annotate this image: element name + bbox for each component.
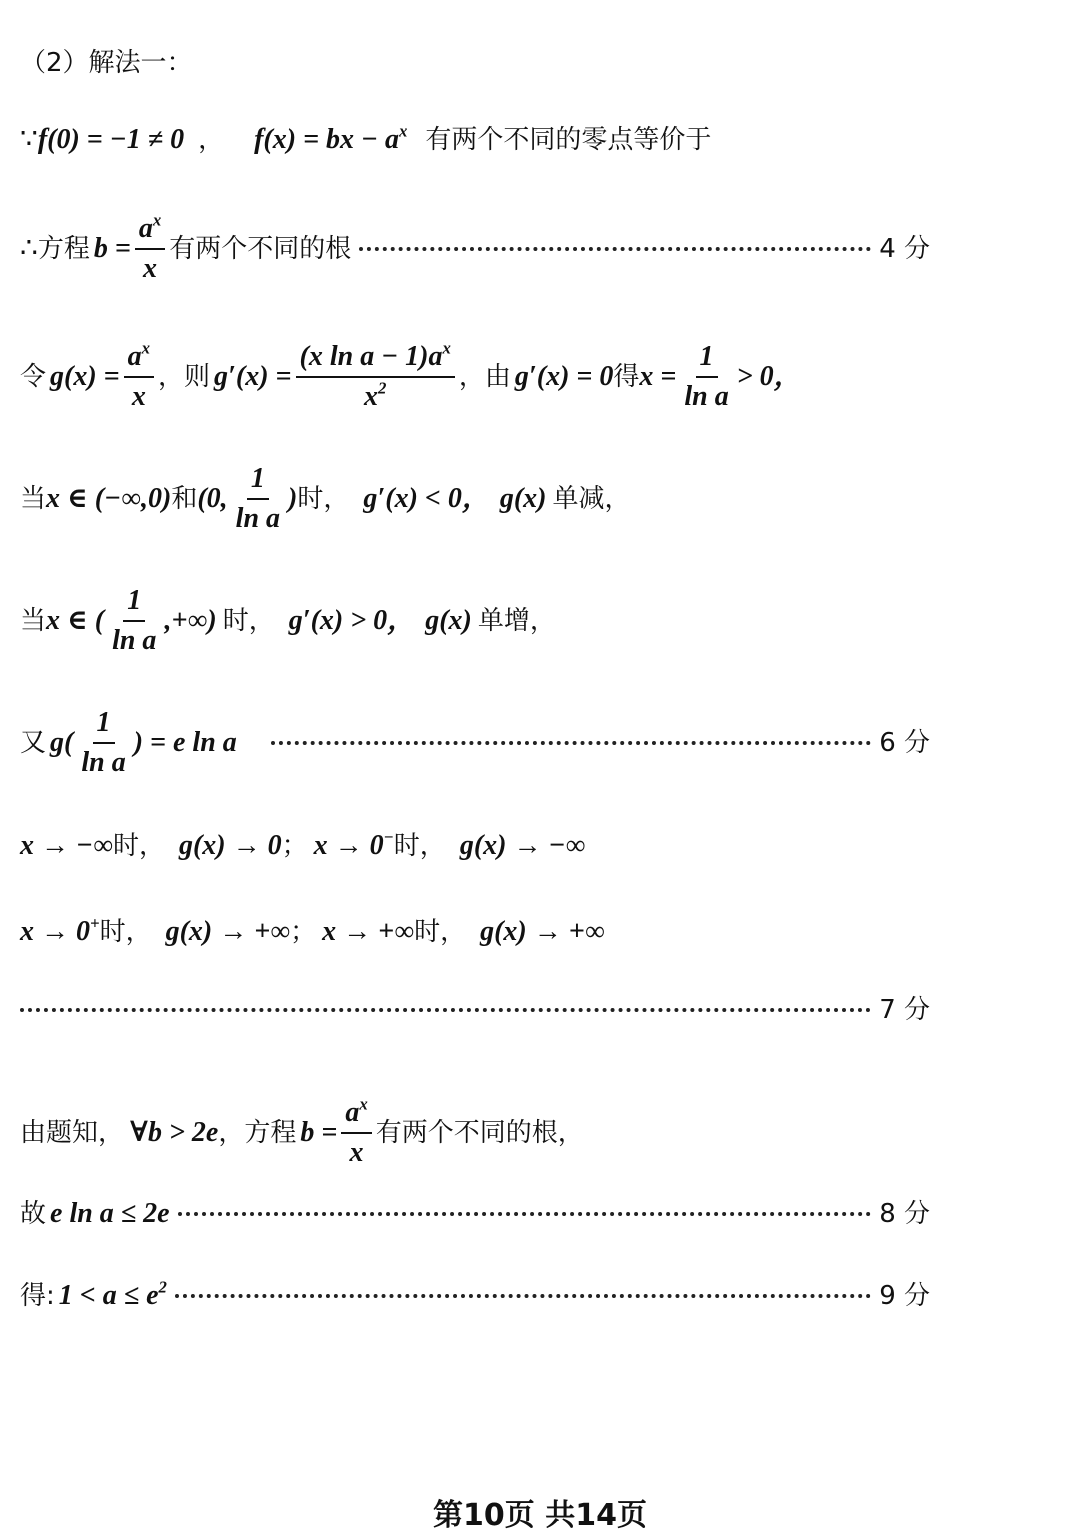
time-word: 时， (112, 831, 165, 861)
score-8: 8 分 (879, 1199, 930, 1229)
time-word: 时， (414, 917, 467, 947)
comma: ， (198, 125, 225, 155)
line-5 (20, 584, 930, 657)
fraction-derivative: $\frac{(x \ln a - 1)a^x}{x^2}$ (296, 340, 455, 413)
score-leader (175, 1294, 871, 1298)
derivative-positive: g′(x) > 0， (288, 604, 416, 636)
score-4: 4 分 (879, 233, 930, 264)
minimum-value: ) = e ln a (133, 726, 237, 758)
then-word: ，则 (158, 361, 211, 392)
because-symbol: ∵ (20, 124, 38, 155)
limit-neg-inf: x → −∞ (20, 830, 113, 861)
get-word: 得 (613, 361, 640, 392)
fraction-ax-over-x: $\frac{a^x}{x}$ (124, 340, 154, 413)
x-interval: x ∈ ( (46, 604, 105, 636)
limit-value-pos-inf: g(x) → +∞ (165, 916, 291, 947)
line-1-text: 有两个不同的零点等价于 (425, 125, 712, 155)
line-10 (20, 1096, 930, 1169)
line-2 (20, 212, 930, 285)
limit-zero-plus: x → 0+ (20, 913, 100, 947)
when-word: 当 (20, 605, 47, 636)
limit-value-pos-inf: g(x) → +∞ (480, 916, 605, 947)
gx-equals: g(x) = (50, 360, 120, 392)
line-11 (20, 1196, 930, 1232)
score-leader (359, 247, 871, 251)
b-equals: b = (300, 1116, 338, 1148)
line-3 (20, 340, 930, 413)
score-7: 7 分 (879, 995, 930, 1025)
when-word: 当 (20, 483, 47, 514)
b-equals: b = (93, 232, 131, 264)
given-text: 由题知， (20, 1117, 125, 1148)
x-equals: x = (639, 360, 677, 392)
therefore-symbol: ∴ (20, 232, 38, 264)
line-2-text: 有两个不同的根 (169, 233, 352, 264)
and-word: 和 (171, 483, 198, 514)
fraction-one-over-lna: $\frac{1}{\text{ln a}}$ (81, 707, 126, 778)
greater-zero: > 0， (736, 360, 802, 392)
limit-zero-minus: x → 0− (313, 827, 394, 861)
time-word: 时， (297, 483, 350, 514)
derivative-negative: g′(x) < 0， (363, 482, 490, 514)
page-footer: 第10页 共14页 (433, 1498, 647, 1533)
score-leader (20, 1008, 871, 1012)
section-label: （2）解法一： (20, 48, 193, 78)
score-9: 9 分 (879, 1281, 930, 1311)
g-open: g( (50, 726, 74, 758)
fraction-ax-over-x: $\frac{a^x}{x}$ (341, 1096, 371, 1169)
fraction-one-over-lna: $\frac{1}{\text{ln a}}$ (684, 341, 729, 412)
fraction-ax-over-x: $\frac{a^x}{x}$ (135, 212, 165, 285)
gprime-zero: g′(x) = 0 (514, 360, 614, 392)
time-word: 时， (393, 831, 446, 861)
section-heading (20, 44, 930, 81)
separator: ； (281, 831, 308, 861)
line-8 (20, 914, 930, 950)
increasing-word: 单增， (477, 605, 556, 636)
limit-pos-inf: x → +∞ (322, 916, 415, 947)
line-10-text: 有两个不同的根， (375, 1117, 584, 1148)
also-word: 又 (20, 727, 47, 758)
gx-label: g(x) (425, 604, 472, 636)
equation-word: 方程 (37, 233, 90, 264)
score-6: 6 分 (879, 727, 930, 758)
fraction-one-over-lna: $\frac{1}{\text{ln a}}$ (112, 585, 157, 656)
interval-close: ,+∞) (164, 604, 217, 636)
line-12 (20, 1278, 930, 1314)
fraction-one-over-lna: $\frac{1}{\text{ln a}}$ (235, 463, 281, 534)
score-leader (271, 741, 871, 745)
line-9 (20, 992, 930, 1028)
final-range: $1 < a \le e^2$ (58, 1277, 167, 1311)
time-word: 时， (99, 917, 152, 947)
let-word: 令 (20, 361, 47, 392)
interval-close: ) (288, 482, 298, 514)
line-1 (20, 122, 930, 158)
line-6 (20, 706, 930, 779)
f0-expression: f(0) = −1 ≠ 0 (37, 124, 185, 155)
gx-label: g(x) (499, 482, 547, 514)
line-4 (20, 462, 930, 535)
result-word: 得: (20, 1281, 55, 1311)
x-interval: x ∈ (−∞,0) (46, 482, 172, 514)
separator: ； (290, 917, 317, 947)
hence-word: 故 (20, 1199, 47, 1229)
time-word: 时， (222, 605, 275, 636)
decreasing-word: 单减， (552, 483, 631, 514)
limit-value-neg-inf: g(x) → −∞ (459, 830, 586, 861)
score-leader (178, 1212, 872, 1216)
b-condition: ∀b > 2e (130, 1116, 219, 1148)
line-7 (20, 828, 930, 864)
by-word: ，由 (458, 361, 511, 392)
fx-expression: f(x) = bx − $a^x$ (254, 121, 408, 155)
limit-value-zero: g(x) → 0 (178, 830, 282, 861)
gprime-equals: g′(x) = (214, 360, 292, 392)
inequality-elna: e ln a ≤ 2e (50, 1198, 170, 1229)
interval-open: (0, (197, 482, 228, 514)
equation-word: ，方程 (218, 1117, 297, 1148)
